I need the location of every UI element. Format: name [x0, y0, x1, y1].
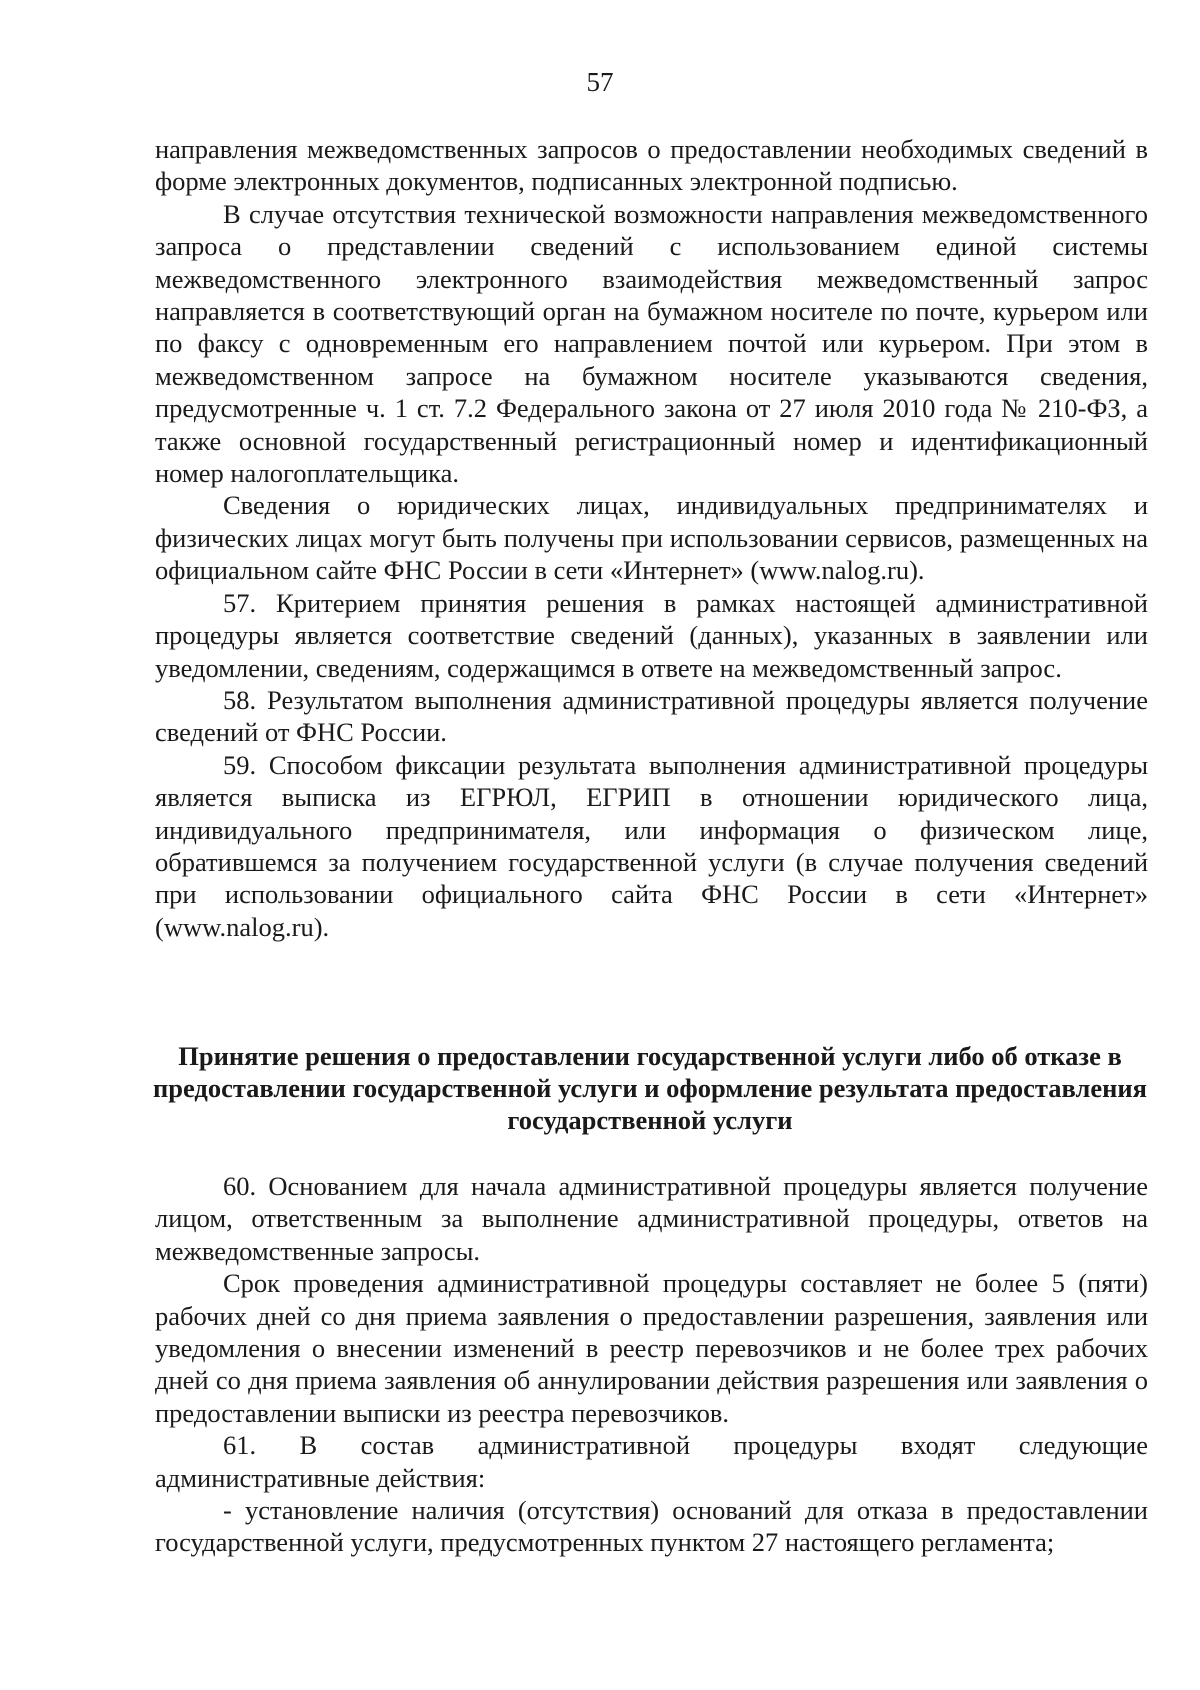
page-number: 57: [586, 67, 614, 97]
paragraph: Сведения о юридических лицах, индивидуальных предпринимателях и физических лицах могут быть получены при использовании сервисов, размещенных на официальном сайте ФНС России в сети «Интернет» (www.nalog.ru).: [155, 490, 1148, 586]
section-heading: Принятие решения о предоставлении государственной услуги либо об отказе в предоставлении государственной услуги и оформление результата предоставления государственной услуги: [153, 1041, 1147, 1135]
paragraph: 57. Критерием принятия решения в рамках настоящей административной процедуры является соответствие сведений (данных), указанных в заявлении или уведомлении, сведениям, содержащимся в ответе на межведомственный запрос.: [155, 587, 1148, 683]
paragraph: 58. Результатом выполнения административной процедуры является получение сведений от ФНС России.: [155, 684, 1148, 748]
paragraph: Срок проведения административной процедуры составляет не более 5 (пяти) рабочих дней со дня приема заявления о предоставлении разрешения, заявления или уведомления о внесении изменений в реестр перевозчиков и не более трех рабочих дней со дня приема заявления об аннулировании действия разрешения или заявления о предоставлении выписки из реестра перевозчиков.: [155, 1268, 1148, 1428]
text-block-after-heading: [155, 1170, 1148, 1559]
paragraph: 61. В состав административной процедуры входят следующие административные действия:: [155, 1430, 1148, 1493]
paragraph: - установление наличия (отсутствия) оснований для отказа в предоставлении государственной услуги, предусмотренных пунктом 27 настоящего регламента;: [155, 1495, 1148, 1558]
paragraph: В случае отсутствия технической возможности направления межведомственного запроса о представлении сведений с использованием единой системы межведомственного электронного взаимодействия межведомственный запрос направляется в соответствующий орган на бумажном носителе по почте, курьером или по факсу с одновременным его направлением почтой или курьером. При этом в межведомственном запросе на бумажном носителе указываются сведения, предусмотренные ч. 1 ст. 7.2 Федерального закона от 27 июля 2010 года № 210-ФЗ, а также основной государственный регистрационный номер и идентификационный номер налогоплательщика.: [155, 198, 1148, 489]
text-block-before-heading: [155, 133, 1148, 943]
paragraph: направления межведомственных запросов о предоставлении необходимых сведений в форме электронных документов, подписанных электронной подписью.: [155, 134, 1148, 197]
paragraph: 59. Способом фиксации результата выполнения административной процедуры является выписка из ЕГРЮЛ, ЕГРИП в отношении юридического лица, индивидуального предпринимателя, или информация о физическом лице, обратившемся за получением государственной услуги (в случае получения сведений при использовании официального сайта ФНС России в сети «Интернет» (www.nalog.ru).: [155, 749, 1148, 942]
paragraph: 60. Основанием для начала административной процедуры является получение лицом, ответственным за выполнение административной процедуры, ответов на межведомственные запросы.: [155, 1171, 1148, 1266]
